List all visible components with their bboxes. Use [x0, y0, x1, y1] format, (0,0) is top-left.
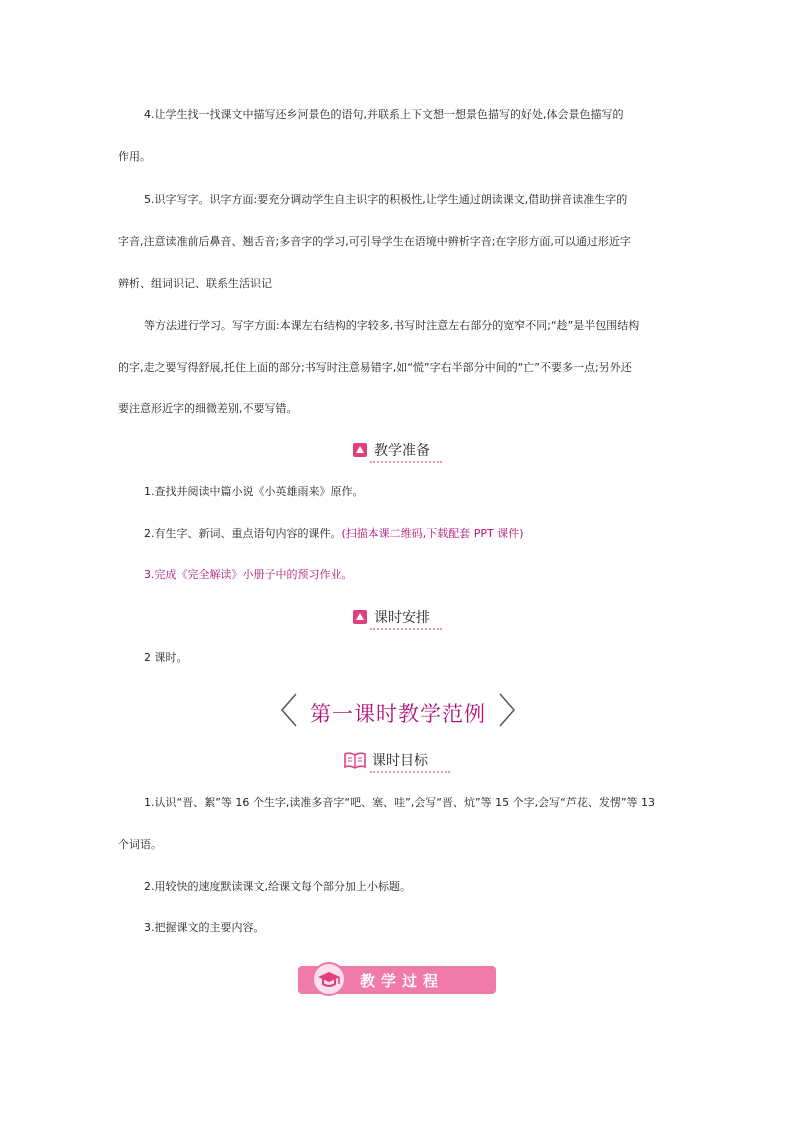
- section-heading-goals: [344, 750, 428, 770]
- heading-underline: [370, 771, 450, 773]
- process-banner: [298, 966, 496, 994]
- graduation-cap-icon: [312, 962, 346, 996]
- section-title-goals: 课时目标: [372, 753, 428, 769]
- goal-item-3: 3.把握课文的主要内容。: [144, 921, 265, 934]
- paragraph-6-line3: 要注意形近字的细微差别,不要写错。: [118, 402, 298, 415]
- graduation-cap-glyph: [314, 964, 344, 994]
- section-title-prep: 教学准备: [374, 443, 430, 459]
- bookmark-icon: [352, 442, 368, 458]
- bookmark-icon: [352, 609, 368, 625]
- goal-item-1-line2: 个词语。: [118, 838, 162, 851]
- goal-item-1-line1: 1.认识“晋、絮”等 16 个生字,读准多音字“吧、塞、哇”,会写“晋、炕”等 15 个字,会写“芦花、发愣”等 13: [144, 796, 656, 809]
- paragraph-5-line2: 字音,注意读准前后鼻音、翘舌音;多音字的学习,可引导学生在语境中辨析字音;在字形方面,可以通过形近字: [118, 235, 631, 248]
- section-title-schedule: 课时安排: [374, 610, 430, 626]
- section-heading-schedule: [352, 607, 430, 627]
- prep-item-2-text: 2.有生字、新词、重点语句内容的课件。: [144, 527, 342, 540]
- paragraph-6-line2: 的字,走之要写得舒展,托住上面的部分;书写时注意易错字,如“慌”字右半部分中间的“亡”不要多一点;另外还: [118, 361, 632, 374]
- paragraph-4-line1: 4.让学生找一找课文中描写还乡河景色的语句,并联系上下文想一想景色描写的好处,体会景色描写的: [144, 108, 624, 121]
- prep-item-3: 3.完成《完全解读》小册子中的预习作业。: [144, 568, 353, 581]
- prep-item-2: [144, 526, 704, 542]
- open-book-icon: [344, 751, 366, 769]
- schedule-item: 2 课时。: [144, 651, 188, 664]
- paragraph-5-line3: 辨析、组词识记、联系生活识记: [118, 277, 272, 290]
- heading-underline: [370, 461, 442, 463]
- lesson-title: 第一课时教学范例: [310, 702, 486, 726]
- prep-item-1: 1.查找并阅读中篇小说《小英雄雨来》原作。: [144, 485, 364, 498]
- paragraph-5-line1: 5.识字写字。识字方面:要充分调动学生自主识字的积极性,让学生通过朗读课文,借助拼音读准生字的: [144, 193, 628, 206]
- goal-item-2: 2.用较快的速度默读课文,给课文每个部分加上小标题。: [144, 880, 411, 893]
- heading-underline: [370, 628, 442, 630]
- paragraph-6-line1: 等方法进行学习。写字方面:本课左右结构的字较多,书写时注意左右部分的宽窄不同;“趁”是半包围结构: [144, 319, 640, 332]
- lesson-title-block: [276, 690, 520, 730]
- section-heading-prep: [352, 440, 430, 460]
- prep-item-2-note: (扫描本课二维码,下载配套 PPT 课件): [341, 527, 524, 540]
- paragraph-4-line2: 作用。: [118, 150, 151, 163]
- process-title: 教学过程: [360, 972, 445, 990]
